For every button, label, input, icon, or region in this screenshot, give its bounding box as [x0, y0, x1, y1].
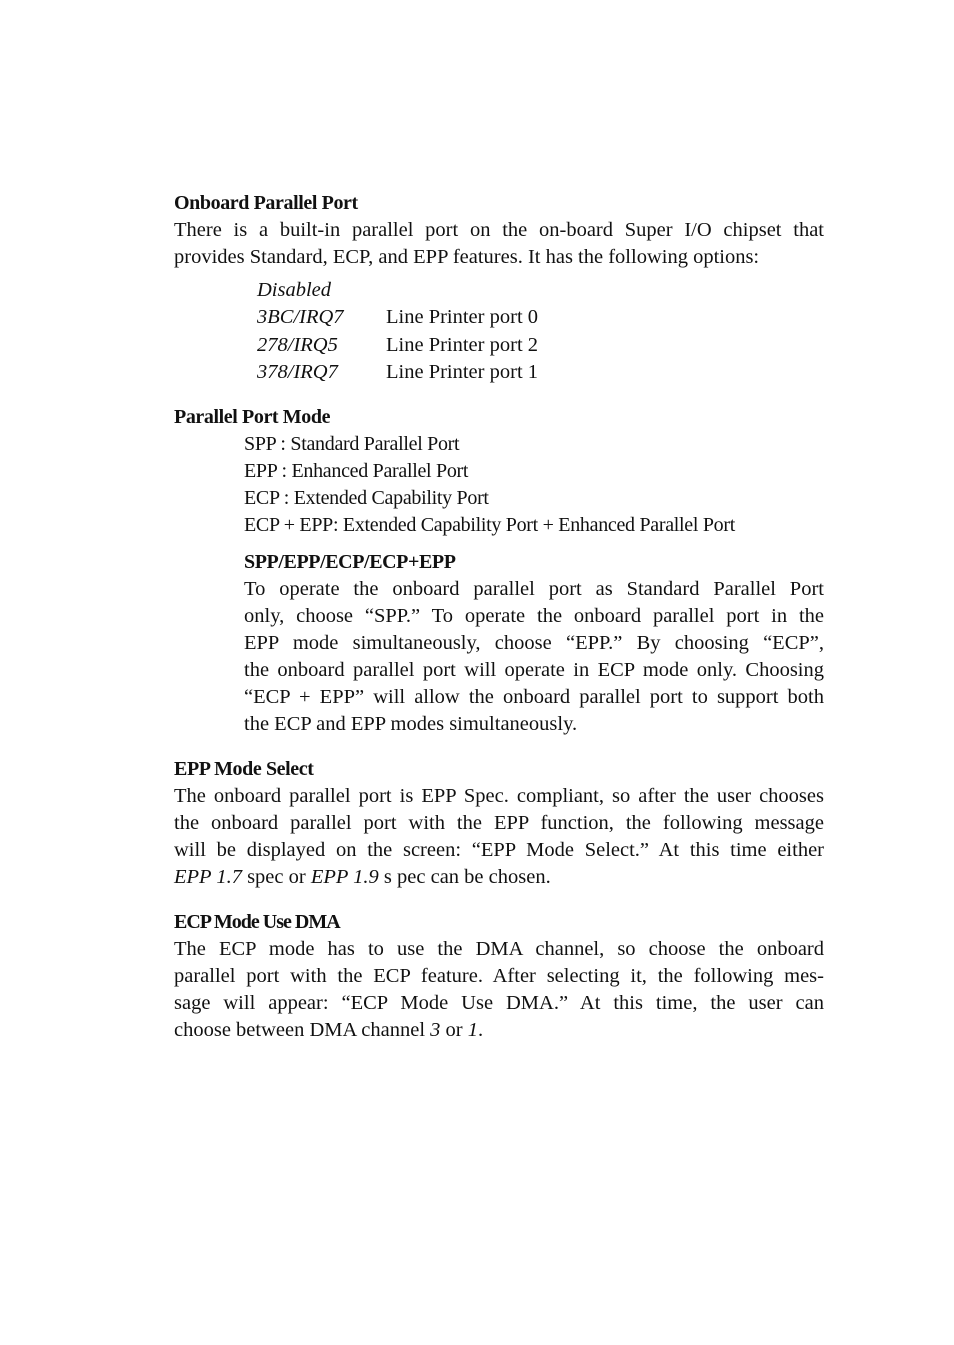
- body-line: provides Standard, ECP, and EPP features. It has the following options:: [174, 246, 760, 268]
- section-heading: ECP Mode Use DMA: [174, 911, 340, 934]
- body-line: “ECP + EPP” will allow the onboard parallel port to support both: [244, 686, 824, 709]
- section-ecp-mode-use-dma: [174, 909, 824, 1044]
- option-row: [257, 359, 824, 386]
- body-line: sage will appear: “ECP Mode Use DMA.” At this time, the user can: [174, 992, 824, 1015]
- mode-subsection: [244, 549, 824, 738]
- section-body: [174, 217, 824, 271]
- body-line: the onboard parallel port will operate in ECP mode only. Choosing: [244, 659, 824, 682]
- mode-item: EPP : Enhanced Parallel Port: [244, 460, 469, 483]
- body-text: .: [478, 1019, 484, 1042]
- option-row: [257, 277, 824, 304]
- dma-channel-option: 3: [430, 1019, 441, 1042]
- option-code: 278/IRQ5: [257, 333, 338, 356]
- mode-item: SPP : Standard Parallel Port: [244, 433, 460, 456]
- option-row: [257, 304, 824, 331]
- subsection-heading: SPP/EPP/ECP/ECP+EPP: [244, 551, 456, 574]
- option-description: Line Printer port 2: [386, 333, 539, 356]
- document-page: [174, 190, 824, 1044]
- dma-channel-option: 1: [467, 1019, 478, 1042]
- body-line: The onboard parallel port is EPP Spec. compliant, so after the user chooses: [174, 785, 824, 808]
- body-line: There is a built-in parallel port on the on-board Super I/O chipset that: [174, 219, 824, 241]
- section-onboard-parallel-port: [174, 190, 824, 386]
- section-heading: Onboard Parallel Port: [174, 192, 358, 214]
- epp-version-option: EPP 1.7: [174, 866, 242, 889]
- section-parallel-port-mode: [174, 404, 824, 738]
- body-line: EPP mode simultaneously, choose “EPP.” By choosing “ECP”,: [244, 632, 824, 655]
- body-line: only, choose “SPP.” To operate the onboard parallel port in the: [244, 605, 824, 628]
- body-line: To operate the onboard parallel port as Standard Parallel Port: [244, 578, 824, 601]
- mode-item: ECP : Extended Capability Port: [244, 487, 489, 510]
- body-text: choose between DMA channel: [174, 1019, 431, 1042]
- option-code: 378/IRQ7: [257, 360, 338, 383]
- subsection-body: [244, 576, 824, 738]
- section-epp-mode-select: [174, 756, 824, 891]
- mode-list: [244, 431, 824, 539]
- section-heading: EPP Mode Select: [174, 758, 314, 781]
- body-line: [174, 1017, 824, 1044]
- option-code: Disabled: [257, 279, 332, 301]
- option-description: Line Printer port 0: [386, 306, 539, 329]
- body-text: s pec can be chosen.: [378, 866, 551, 889]
- body-line: [174, 864, 824, 891]
- section-heading: Parallel Port Mode: [174, 406, 331, 429]
- body-line: will be displayed on the screen: “EPP Mode Select.” At this time either: [174, 839, 824, 862]
- body-line: the ECP and EPP modes simultaneously.: [244, 713, 578, 736]
- option-description: Line Printer port 1: [386, 360, 539, 383]
- body-line: The ECP mode has to use the DMA channel, so choose the onboard: [174, 938, 824, 961]
- epp-version-option: EPP 1.9: [310, 866, 379, 889]
- body-line: the onboard parallel port with the EPP function, the following message: [174, 812, 824, 835]
- option-code: 3BC/IRQ7: [257, 306, 344, 329]
- body-text: spec or: [241, 866, 311, 889]
- section-body: [174, 936, 824, 1044]
- mode-item: ECP + EPP: Extended Capability Port + Enhanced Parallel Port: [244, 514, 735, 537]
- body-text: or: [440, 1019, 468, 1042]
- body-line: parallel port with the ECP feature. After selecting it, the following mes-: [174, 965, 824, 988]
- port-options-list: [257, 277, 824, 386]
- option-row: [257, 332, 824, 359]
- section-body: [174, 783, 824, 891]
